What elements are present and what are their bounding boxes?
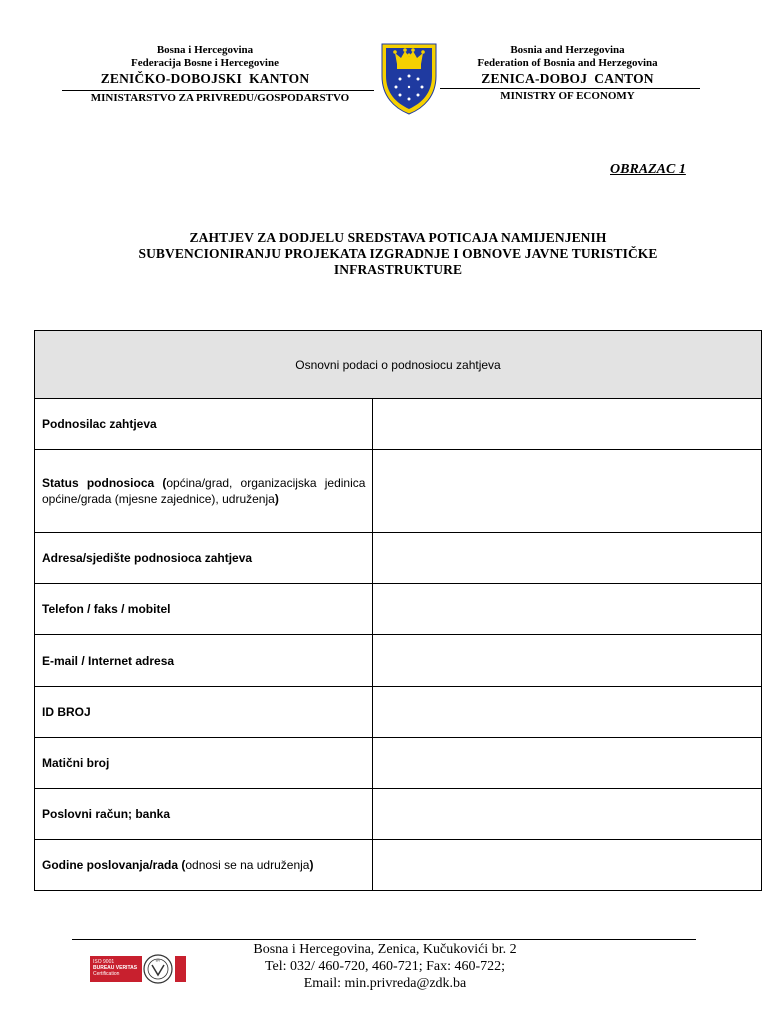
label-years-close: ) <box>309 858 314 872</box>
label-address: Adresa/sjedište podnosioca zahtjeva <box>35 533 373 584</box>
bureau-veritas-seal-icon <box>142 953 174 985</box>
header-right-country: Bosnia and Herzegovina <box>510 44 625 56</box>
applicant-data-table <box>34 330 762 891</box>
header-left-canton: ZENIČKO-DOBOJSKI KANTON <box>100 71 310 86</box>
table-header: Osnovni podaci o podnosiocu zahtjeva <box>35 331 762 399</box>
label-applicant-status <box>35 450 373 533</box>
header-right-canton: ZENICA-DOBOJ CANTON <box>481 71 654 86</box>
header-right-ministry: MINISTRY OF ECONOMY <box>500 90 635 102</box>
footer-contact <box>180 941 590 992</box>
field-years-of-operation[interactable] <box>373 840 762 891</box>
field-bank-account[interactable] <box>373 789 762 840</box>
header-right <box>430 44 705 85</box>
label-years-note: odnosi se na udruženja <box>185 858 310 872</box>
footer-address: Bosna i Hercegovina, Zenica, Kučukovići br. 2 <box>253 942 517 957</box>
table-row <box>35 450 762 533</box>
field-email[interactable] <box>373 635 762 687</box>
header-left-rule <box>62 90 374 91</box>
field-registration-number[interactable] <box>373 738 762 789</box>
label-years-bold: Godine poslovanja/rada ( <box>42 858 186 872</box>
field-id-number[interactable] <box>373 687 762 738</box>
header-left <box>40 44 370 85</box>
field-applicant-status[interactable] <box>373 450 762 533</box>
cert-bureau: BUREAU VERITAS <box>93 965 138 971</box>
label-years-of-operation <box>35 840 373 891</box>
title-line-2: SUBVENCIONIRANJU PROJEKATA IZGRADNJE I OBNOVE JAVNE TURISTIČKE <box>138 246 658 261</box>
header-left-ministry: MINISTARSTVO ZA PRIVREDU/GOSPODARSTVO <box>90 92 350 104</box>
cert-label-box <box>90 956 142 982</box>
field-address[interactable] <box>373 533 762 584</box>
table-header-row <box>35 331 762 399</box>
footer-rule <box>72 939 696 940</box>
field-phone[interactable] <box>373 584 762 635</box>
footer-phones: Tel: 032/ 460-720, 460-721; Fax: 460-722; <box>264 959 506 974</box>
table-row <box>35 635 762 687</box>
label-status-close: ) <box>274 492 279 506</box>
label-id-number: ID BROJ <box>35 687 373 738</box>
header-right-federation: Federation of Bosnia and Herzegovina <box>477 57 658 69</box>
header-left-ministry-wrap <box>40 92 400 105</box>
certification-logo <box>90 956 186 982</box>
field-applicant[interactable] <box>373 399 762 450</box>
label-email: E-mail / Internet adresa <box>35 635 373 687</box>
title-line-3: INFRASTRUKTURE <box>333 262 463 277</box>
title-line-1: ZAHTJEV ZA DODJELU SREDSTAVA POTICAJA NAMIJENJENIH <box>189 230 607 245</box>
label-phone: Telefon / faks / mobitel <box>35 584 373 635</box>
header-right-rule <box>440 88 700 89</box>
table-row <box>35 789 762 840</box>
table-row <box>35 840 762 891</box>
footer-email: Email: min.privreda@zdk.ba <box>303 976 467 991</box>
table-row <box>35 533 762 584</box>
label-bank-account: Poslovni račun; banka <box>35 789 373 840</box>
cert-certification: Certification <box>93 971 120 977</box>
cert-iso: ISO 9001 <box>93 959 115 965</box>
header-left-country: Bosna i Hercegovina <box>156 44 254 56</box>
table-row <box>35 584 762 635</box>
label-registration-number: Matični broj <box>35 738 373 789</box>
table-row <box>35 738 762 789</box>
label-applicant: Podnosilac zahtjeva <box>35 399 373 450</box>
document-title <box>34 230 762 278</box>
header-left-federation: Federacija Bosne i Hercegovine <box>131 57 279 69</box>
label-status-detail: općina/grad, organizacijska jedinica općine/grada (mjesne zajednice), udruženja <box>42 476 366 506</box>
table-row <box>35 399 762 450</box>
header-right-ministry-wrap <box>430 90 705 103</box>
label-status-bold: Status podnosioca ( <box>42 476 167 490</box>
table-row <box>35 687 762 738</box>
svg-text:BV: BV <box>155 958 161 963</box>
form-code: OBRAZAC 1 <box>610 162 686 177</box>
cert-right-bar <box>175 956 186 982</box>
